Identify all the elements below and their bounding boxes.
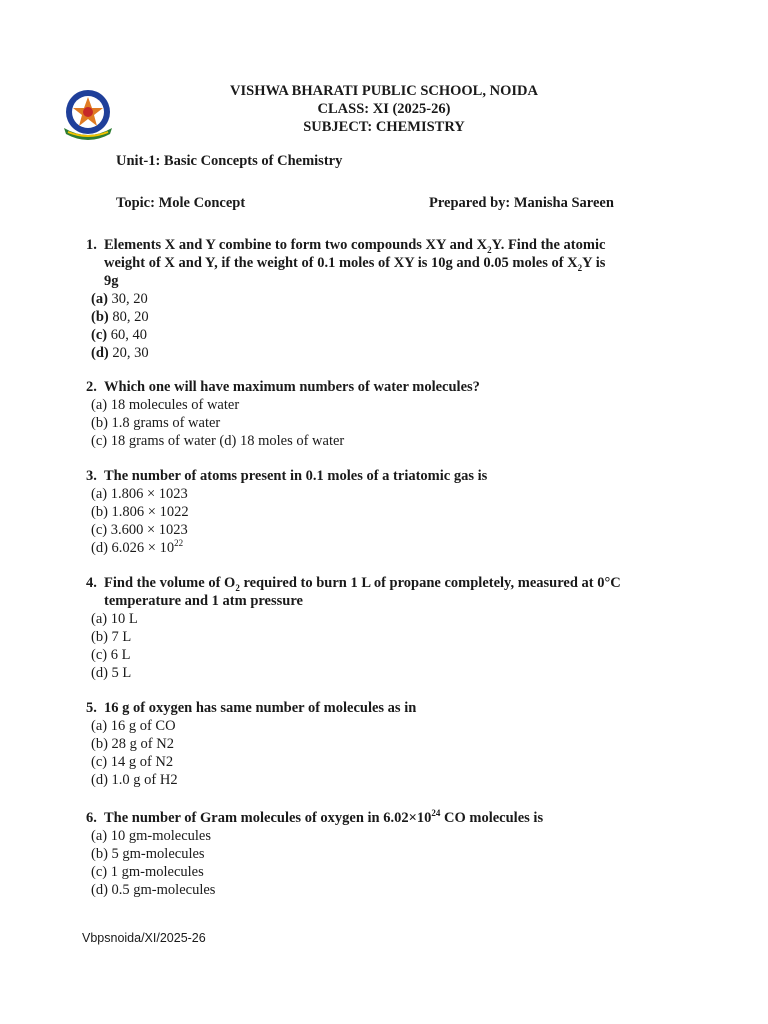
option [86, 326, 605, 344]
school-name: VISHWA BHARATI PUBLIC SCHOOL, NOIDA [230, 83, 538, 99]
question-1 [86, 236, 605, 362]
question-number: 4. [86, 575, 97, 591]
question-5 [86, 699, 416, 789]
option: (c) 14 g of N2 [91, 754, 174, 770]
question-6-text [86, 809, 543, 827]
option-text: 60, 40 [107, 327, 147, 343]
question-6 [86, 809, 543, 899]
option: (b) 1.8 grams of water [91, 415, 221, 431]
q-line: 16 g of oxygen has same number of molecules as in [104, 700, 417, 716]
q-sub: 2 [577, 262, 583, 273]
q-line: The number of atoms present in 0.1 moles of a triatomic gas is [104, 468, 488, 484]
question-4 [86, 574, 621, 682]
q-line: The number of Gram molecules of oxygen in 6.02×10 [104, 810, 432, 826]
option: (c) 3.600 × 1023 [91, 522, 188, 538]
option: (d) 5 L [91, 665, 132, 681]
option: (d) 0.5 gm-molecules [91, 882, 216, 898]
q-line: CO molecules is [440, 810, 544, 826]
question-2-text [86, 378, 480, 396]
topic-title: Topic: Mole Concept [116, 195, 246, 211]
question-3 [86, 467, 487, 557]
option: (b) 5 gm-molecules [91, 846, 205, 862]
option: (d) 1.0 g of H2 [91, 772, 178, 788]
option-label: (d) [91, 345, 109, 361]
question-3-text [86, 467, 487, 485]
q-line: Y is [582, 255, 606, 271]
question-number: 5. [86, 700, 97, 716]
subject-line: SUBJECT: CHEMISTRY [303, 119, 465, 135]
question-4-text [86, 574, 621, 610]
option [86, 290, 605, 308]
question-number: 3. [86, 468, 97, 484]
q-sub: 2 [487, 244, 492, 255]
q-line: 9g [104, 273, 119, 289]
question-1-text [86, 236, 605, 290]
question-2 [86, 378, 480, 450]
unit-title: Unit-1: Basic Concepts of Chemistry [116, 153, 343, 169]
option: (a) 10 gm-molecules [91, 828, 211, 844]
question-number: 6. [86, 810, 97, 826]
option-label: (a) [91, 291, 108, 307]
q-line: required to burn 1 L of propane completely, measured at 0°C [239, 575, 621, 591]
option: (b) 7 L [91, 629, 132, 645]
option [86, 344, 605, 362]
option: (b) 1.806 × 1022 [91, 504, 189, 520]
q-line: Elements X and Y combine to form two compounds XY and X [104, 237, 488, 253]
option-label: (b) [91, 309, 109, 325]
option: (c) 18 grams of water (d) 18 moles of water [91, 433, 345, 449]
option [86, 308, 605, 326]
q-sub: 2 [235, 582, 240, 593]
option: (a) 1.806 × 1023 [91, 486, 188, 502]
q-line: weight of X and Y, if the weight of 0.1 moles of XY is 10g and 0.05 moles of X [104, 255, 578, 271]
q-sup: 24 [431, 808, 441, 819]
option [86, 539, 487, 557]
class-line: CLASS: XI (2025-26) [317, 101, 451, 117]
option-sup: 22 [174, 538, 184, 549]
option-text: 80, 20 [108, 309, 149, 325]
option: (b) 28 g of N2 [91, 736, 174, 752]
option-text: (d) 6.026 × 10 [91, 540, 175, 556]
page-footer: Vbpsnoida/XI/2025-26 [82, 931, 206, 945]
option: (c) 1 gm-molecules [91, 864, 204, 880]
option: (a) 18 molecules of water [91, 397, 240, 413]
option-label: (c) [91, 327, 108, 343]
option: (a) 16 g of CO [91, 718, 176, 734]
question-5-text [86, 699, 416, 717]
option: (c) 6 L [91, 647, 131, 663]
q-line: temperature and 1 atm pressure [104, 593, 303, 609]
prepared-by: Prepared by: Manisha Sareen [429, 195, 614, 211]
q-line: Y. Find the atomic [491, 237, 606, 253]
q-line: Find the volume of O [104, 575, 236, 591]
question-number: 2. [86, 379, 97, 395]
option: (a) 10 L [91, 611, 138, 627]
q-line: Which one will have maximum numbers of water molecules? [104, 379, 480, 395]
question-number: 1. [86, 237, 97, 253]
option-text: 30, 20 [107, 291, 148, 307]
option-text: 20, 30 [108, 345, 149, 361]
